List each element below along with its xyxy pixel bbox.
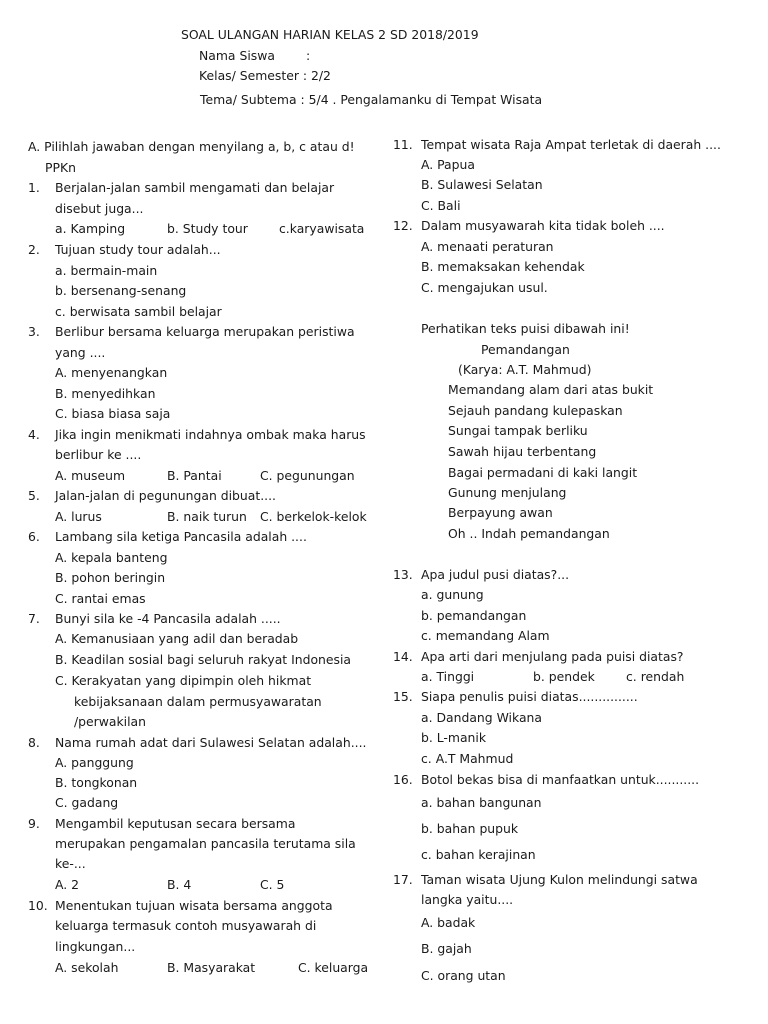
answer-option: a. Tinggi (421, 669, 475, 684)
answer-option: b. bersenang-senang (55, 283, 187, 298)
answer-option-continued: kebijaksanaan dalam permusyawaratan (74, 694, 322, 709)
question-text: Jalan-jalan di pegunungan dibuat.... (55, 488, 276, 503)
answer-option: B. gajah (421, 941, 472, 956)
poem-line: Sejauh pandang kulepaskan (448, 403, 623, 418)
question-text: langka yaitu.... (421, 892, 514, 907)
question-text: Botol bekas bisa di manfaatkan untuk........... (421, 772, 700, 787)
answer-option: B. Pantai (167, 468, 222, 483)
poem-line: Berpayung awan (448, 505, 553, 520)
answer-option: C. gadang (55, 795, 119, 810)
question-number: 9. (28, 816, 40, 831)
poem-line: Gunung menjulang (448, 485, 567, 500)
answer-option: c. rendah (626, 669, 685, 684)
poem-line: Memandang alam dari atas bukit (448, 382, 654, 397)
question-text: Nama rumah adat dari Sulawesi Selatan adalah.... (55, 735, 367, 750)
poem-line: Bagai permadani di kaki langit (448, 465, 638, 480)
answer-option: b. bahan pupuk (421, 821, 519, 836)
question-text: merupakan pengamalan pancasila terutama sila (55, 836, 356, 851)
question-text: Menentukan tujuan wisata bersama anggota (55, 898, 333, 913)
student-name-colon: : (306, 48, 311, 63)
student-name-label: Nama Siswa (199, 48, 275, 63)
answer-option: B. pohon beringin (55, 570, 166, 585)
answer-option: C. mengajukan usul. (421, 280, 548, 295)
answer-option: A. panggung (55, 755, 134, 770)
question-text: lingkungan... (55, 939, 136, 954)
subject-label: PPKn (45, 160, 76, 175)
answer-option: a. bermain-main (55, 263, 158, 278)
poem-author: (Karya: A.T. Mahmud) (458, 362, 592, 377)
answer-option: C. orang utan (421, 968, 506, 983)
answer-option: A. museum (55, 468, 126, 483)
poem-line: Sungai tampak berliku (448, 423, 588, 438)
class-semester: Kelas/ Semester : 2/2 (199, 68, 331, 83)
poem-intro: Perhatikan teks puisi dibawah ini! (421, 321, 630, 336)
answer-option: B. Masyarakat (167, 960, 256, 975)
question-number: 10. (28, 898, 48, 913)
instructions: A. Pilihlah jawaban dengan menyilang a, b, c atau d! (28, 139, 355, 154)
answer-option: b. L-manik (421, 730, 487, 745)
answer-option: c. A.T Mahmud (421, 751, 514, 766)
poem-title: Pemandangan (481, 342, 570, 357)
question-text: berlibur ke .... (55, 447, 142, 462)
question-text: Jika ingin menikmati indahnya ombak maka harus (55, 427, 366, 442)
answer-option: B. Sulawesi Selatan (421, 177, 543, 192)
question-text: Dalam musyawarah kita tidak boleh .... (421, 218, 665, 233)
answer-option: C. Kerakyatan yang dipimpin oleh hikmat (55, 673, 312, 688)
poem-line: Oh .. Indah pemandangan (448, 526, 610, 541)
question-text: Siapa penulis puisi diatas............... (421, 689, 638, 704)
answer-option: a. Kamping (55, 221, 126, 236)
answer-option: b. pemandangan (421, 608, 527, 623)
question-text: Mengambil keputusan secara bersama (55, 816, 296, 831)
question-number: 5. (28, 488, 40, 503)
answer-option: C. pegunungan (260, 468, 355, 483)
answer-option: c. berwisata sambil belajar (55, 304, 222, 319)
theme-subtheme: Tema/ Subtema : 5/4 . Pengalamanku di Tempat Wisata (200, 92, 543, 107)
answer-option: B. naik turun (167, 509, 247, 524)
answer-option: A. sekolah (55, 960, 119, 975)
answer-option: A. menaati peraturan (421, 239, 554, 254)
question-number: 2. (28, 242, 40, 257)
answer-option: A. kepala banteng (55, 550, 168, 565)
answer-option: B. tongkonan (55, 775, 138, 790)
answer-option: C. keluarga (298, 960, 369, 975)
answer-option: B. memaksakan kehendak (421, 259, 585, 274)
answer-option: A. Papua (421, 157, 475, 172)
question-text: ke-... (55, 856, 86, 871)
answer-option: B. menyedihkan (55, 386, 156, 401)
answer-option: a. gunung (421, 587, 484, 602)
question-number: 1. (28, 180, 40, 195)
poem-line: Sawah hijau terbentang (448, 444, 597, 459)
question-number: 11. (393, 137, 413, 152)
question-number: 13. (393, 567, 413, 582)
question-text: Apa arti dari menjulang pada puisi diatas? (421, 649, 684, 664)
question-text: keluarga termasuk contoh musyawarah di (55, 918, 317, 933)
answer-option: A. Kemanusiaan yang adil dan beradab (55, 631, 299, 646)
answer-option: C. rantai emas (55, 591, 146, 606)
question-number: 4. (28, 427, 40, 442)
answer-option: b. Study tour (167, 221, 248, 236)
answer-option: C. 5 (260, 877, 285, 892)
answer-option: B. Keadilan sosial bagi seluruh rakyat Indonesia (55, 652, 352, 667)
answer-option: B. 4 (167, 877, 192, 892)
question-text: disebut juga... (55, 201, 144, 216)
question-text: Tujuan study tour adalah... (55, 242, 221, 257)
answer-option: c.karyawisata (279, 221, 365, 236)
question-text: Berjalan-jalan sambil mengamati dan belajar (55, 180, 335, 195)
answer-option: c. bahan kerajinan (421, 847, 536, 862)
answer-option: b. pendek (533, 669, 595, 684)
question-number: 16. (393, 772, 413, 787)
question-number: 8. (28, 735, 40, 750)
answer-option: a. Dandang Wikana (421, 710, 542, 725)
question-text: Lambang sila ketiga Pancasila adalah .... (55, 529, 307, 544)
question-number: 6. (28, 529, 40, 544)
exam-title: SOAL ULANGAN HARIAN KELAS 2 SD 2018/2019 (181, 27, 479, 42)
answer-option: C. biasa biasa saja (55, 406, 171, 421)
question-text: Berlibur bersama keluarga merupakan peristiwa (55, 324, 355, 339)
question-text: Tempat wisata Raja Ampat terletak di daerah .... (421, 137, 721, 152)
answer-option: A. lurus (55, 509, 102, 524)
answer-option: A. menyenangkan (55, 365, 168, 380)
answer-option: A. 2 (55, 877, 80, 892)
answer-option: C. berkelok-kelok (260, 509, 367, 524)
question-text: Taman wisata Ujung Kulon melindungi satwa (421, 872, 698, 887)
question-number: 3. (28, 324, 40, 339)
question-number: 7. (28, 611, 40, 626)
answer-option-continued: /perwakilan (74, 714, 146, 729)
question-number: 12. (393, 218, 413, 233)
question-text: Apa judul pusi diatas?... (421, 567, 570, 582)
answer-option: C. Bali (421, 198, 461, 213)
question-text: Bunyi sila ke -4 Pancasila adalah ..... (55, 611, 281, 626)
answer-option: c. memandang Alam (421, 628, 550, 643)
answer-option: A. badak (421, 915, 476, 930)
question-number: 15. (393, 689, 413, 704)
question-text: yang .... (55, 345, 106, 360)
question-number: 17. (393, 872, 413, 887)
question-number: 14. (393, 649, 413, 664)
answer-option: a. bahan bangunan (421, 795, 542, 810)
